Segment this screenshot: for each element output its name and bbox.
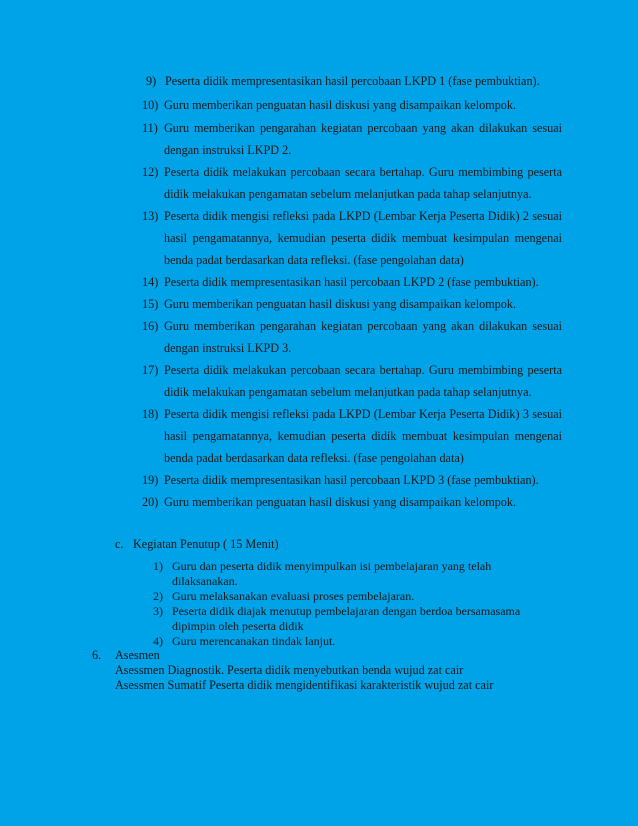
step-text-continued: dengan instruksi LKPD 2. [164,143,292,157]
step-text: Peserta didik melakukan percobaan secara bertahap. Guru membimbing peserta [164,165,562,179]
step-text: Guru memberikan penguatan hasil diskusi yang disampaikan kelompok. [164,495,517,509]
step-number: 14) [142,275,159,289]
step-text: Guru memberikan pengarahan kegiatan percobaan yang akan dilakukan sesuai [164,121,562,135]
step-number: 15) [142,297,159,311]
step-number: 9) [146,74,157,88]
step-number: 13) [142,209,159,223]
step-text: Peserta didik mempresentasikan hasil percobaan LKPD 1 (fase pembuktian). [165,74,540,88]
step-number: 12) [142,165,159,179]
step-number: 3) [153,604,163,618]
step-text: Peserta didik mengisi refleksi pada LKPD (Lembar Kerja Peserta Didik) 2 sesuai [164,209,562,223]
step-text-continued: dengan instruksi LKPD 3. [164,341,292,355]
step-text: Peserta didik diajak menutup pembelajaran dengan berdoa bersamasama [172,604,521,618]
step-number: 20) [142,495,159,509]
section-heading: Kegiatan Penutup ( 15 Menit) [133,537,279,551]
step-number: 17) [142,363,159,377]
step-text-continued: hasil pengamatannya, kemudian peserta didik membuat kesimpulan mengenai [164,429,562,443]
step-number: 18) [142,407,159,421]
assessment-line: Asessmen Diagnostik. Peserta didik menyebutkan benda wujud zat cair [115,663,464,677]
step-number: 16) [142,319,159,333]
step-text-continued: didik melakukan pengamatan sebelum melanjutkan pada tahap selanjutnya. [164,187,532,201]
section-marker: 6. [92,648,102,662]
step-text: Guru merencanakan tindak lanjut. [172,634,336,648]
step-text: Guru memberikan penguatan hasil diskusi yang disampaikan kelompok. [164,297,517,311]
step-text: Peserta didik mengisi refleksi pada LKPD (Lembar Kerja Peserta Didik) 3 sesuai [164,407,562,421]
step-text: Guru memberikan pengarahan kegiatan percobaan yang akan dilakukan sesuai [164,319,562,333]
step-text-continued: dilaksanakan. [172,574,238,588]
step-text: Peserta didik mempresentasikan hasil percobaan LKPD 2 (fase pembuktian). [164,275,539,289]
step-text-continued: dipimpin oleh peserta didik [172,619,304,633]
step-text: Peserta didik mempresentasikan hasil percobaan LKPD 3 (fase pembuktian). [164,473,539,487]
step-number: 2) [153,589,163,603]
step-text-continued: hasil pengamatannya, kemudian peserta didik membuat kesimpulan mengenai [164,231,562,245]
step-text: Guru melaksanakan evaluasi proses pembelajaran. [172,589,415,603]
step-text-continued: benda padat berdasarkan data refleksi. (fase pengolahan data) [164,253,464,267]
step-text: Guru memberikan penguatan hasil diskusi yang disampaikan kelompok. [164,98,517,112]
assessment-line: Asessmen Sumatif Peserta didik mengidentifikasi karakteristik wujud zat cair [115,678,494,692]
step-number: 1) [153,559,163,573]
step-number: 11) [142,121,158,135]
step-text-continued: didik melakukan pengamatan sebelum melanjutkan pada tahap selanjutnya. [164,385,532,399]
step-number: 4) [153,634,163,648]
step-number: 19) [142,473,159,487]
section-marker: c. [115,537,124,551]
step-text: Guru dan peserta didik menyimpulkan isi pembelajaran yang telah [172,559,492,573]
step-text: Peserta didik melakukan percobaan secara bertahap. Guru membimbing peserta [164,363,562,377]
step-text-continued: benda padat berdasarkan data refleksi. (fase pengolahan data) [164,451,464,465]
step-number: 10) [142,98,159,112]
section-heading: Asesmen [115,648,160,662]
